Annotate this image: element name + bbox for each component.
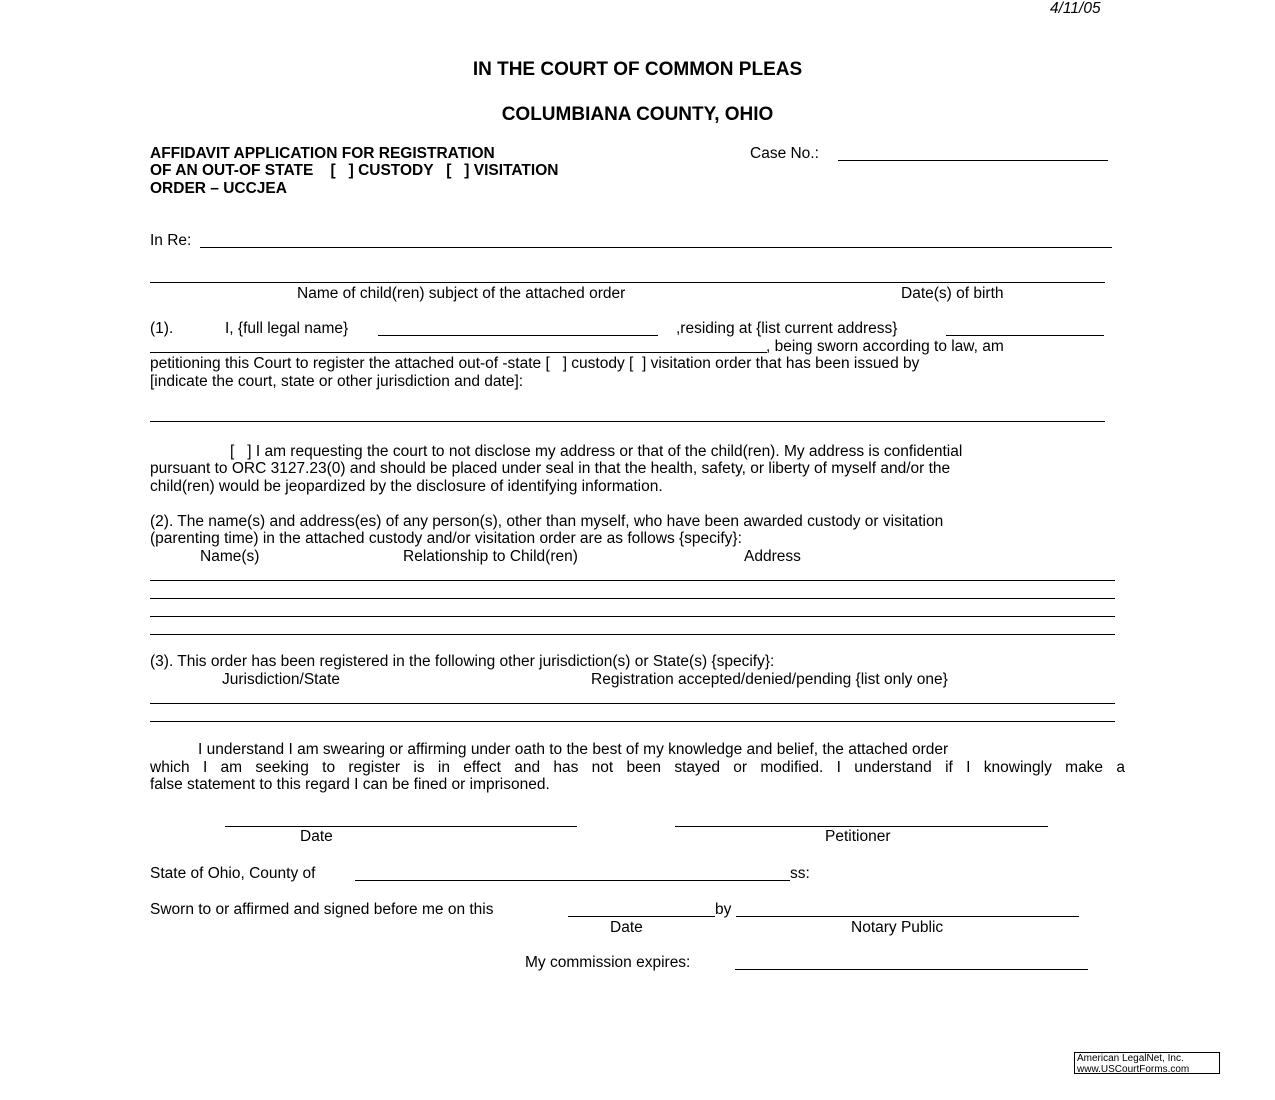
petition-text: petitioning this Court to register the attached out-of -state [ ] custody [ ] visitation order that has been issued by (150, 355, 920, 372)
notary-caption: Notary Public (851, 919, 944, 936)
confidential-line-3: child(ren) would be jeopardized by the disclosure of identifying information. (150, 478, 663, 495)
publisher-badge (1074, 1052, 1220, 1074)
title-line-1: AFFIDAVIT APPLICATION FOR REGISTRATION (150, 145, 495, 162)
section-2-line-1: (2). The name(s) and address(es) of any person(s), other than myself, who have been awarded custody or visitation (150, 513, 944, 530)
address-field[interactable] (946, 335, 1104, 336)
county-field[interactable] (355, 880, 790, 881)
signature-date-caption: Date (300, 828, 333, 845)
sworn-date-field[interactable] (568, 916, 715, 917)
confidential-line-2: pursuant to ORC 3127.23(0) and should be placed under seal in that the health, safety, or liberty of myself and/or the (150, 460, 951, 477)
col-address: Address (744, 548, 801, 565)
sworn-before-label: Sworn to or affirmed and signed before me on this (150, 901, 494, 918)
child-name-field[interactable] (150, 282, 1105, 283)
registration-row[interactable] (150, 703, 1115, 704)
custody-person-row[interactable] (150, 634, 1115, 635)
signature-date-field[interactable] (225, 826, 577, 827)
section-3-line-1: (3). This order has been registered in the following other jurisdiction(s) or State(s) {specify}: (150, 653, 775, 670)
in-re-label: In Re: (150, 232, 192, 249)
notary-field[interactable] (736, 916, 1079, 917)
by-label: by (715, 901, 732, 918)
registration-row[interactable] (150, 721, 1115, 722)
col-registration: Registration accepted/denied/pending {list only one} (591, 671, 948, 688)
legal-name-label: I, {full legal name} (225, 320, 349, 337)
publisher-url: www.USCourtForms.com (1077, 1064, 1190, 1075)
section-2-line-2: (parenting time) in the attached custody and/or visitation order are as follows {specify}: (150, 530, 742, 547)
petitioner-caption: Petitioner (825, 828, 891, 845)
indicate-text: [indicate the court, state or other jurisdiction and date]: (150, 373, 524, 390)
publisher-name: American LegalNet, Inc. (1077, 1053, 1184, 1064)
section-1-number: (1). (150, 320, 174, 337)
jurisdiction-date-field[interactable] (150, 421, 1105, 422)
case-no-field[interactable] (838, 160, 1108, 161)
legal-name-field[interactable] (378, 335, 658, 336)
address-field-continued[interactable] (150, 352, 767, 353)
document-date: 4/11/05 (1050, 0, 1101, 17)
petitioner-signature-field[interactable] (675, 826, 1048, 827)
col-jurisdiction: Jurisdiction/State (222, 671, 341, 688)
confidential-line-1: [ ] I am requesting the court to not disclose my address or that of the child(ren). My address is confidential (230, 443, 963, 460)
dob-caption: Date(s) of birth (901, 285, 1004, 302)
custody-person-row[interactable] (150, 580, 1115, 581)
oath-line-2: which I am seeking to register is in effect and has not been stayed or modified. I understand if I knowingly make a (150, 759, 1125, 776)
col-relationship: Relationship to Child(ren) (403, 548, 578, 565)
county-heading: COLUMBIANA COUNTY, OHIO (501, 104, 774, 125)
oath-line-3: false statement to this regard I can be fined or imprisoned. (150, 776, 550, 793)
custody-person-row[interactable] (150, 598, 1115, 599)
residing-label: ,residing at {list current address} (676, 320, 898, 337)
title-line-2: OF AN OUT-OF STATE [ ] CUSTODY [ ] VISITATION (150, 162, 559, 179)
sworn-date-caption: Date (610, 919, 643, 936)
in-re-field[interactable] (200, 247, 1112, 248)
title-line-3: ORDER – UCCJEA (150, 180, 287, 197)
ss-label: ss: (790, 865, 810, 882)
commission-expires-field[interactable] (735, 969, 1088, 970)
sworn-label: , being sworn according to law, am (766, 338, 1004, 355)
col-names: Name(s) (200, 548, 260, 565)
commission-label: My commission expires: (525, 954, 691, 971)
child-name-caption: Name of child(ren) subject of the attached order (297, 285, 626, 302)
state-county-label: State of Ohio, County of (150, 865, 316, 882)
case-no-label: Case No.: (750, 145, 819, 162)
custody-person-row[interactable] (150, 616, 1115, 617)
court-heading: IN THE COURT OF COMMON PLEAS (472, 59, 803, 80)
oath-line-1: I understand I am swearing or affirming under oath to the best of my knowledge and belief, the attached order (198, 741, 949, 758)
